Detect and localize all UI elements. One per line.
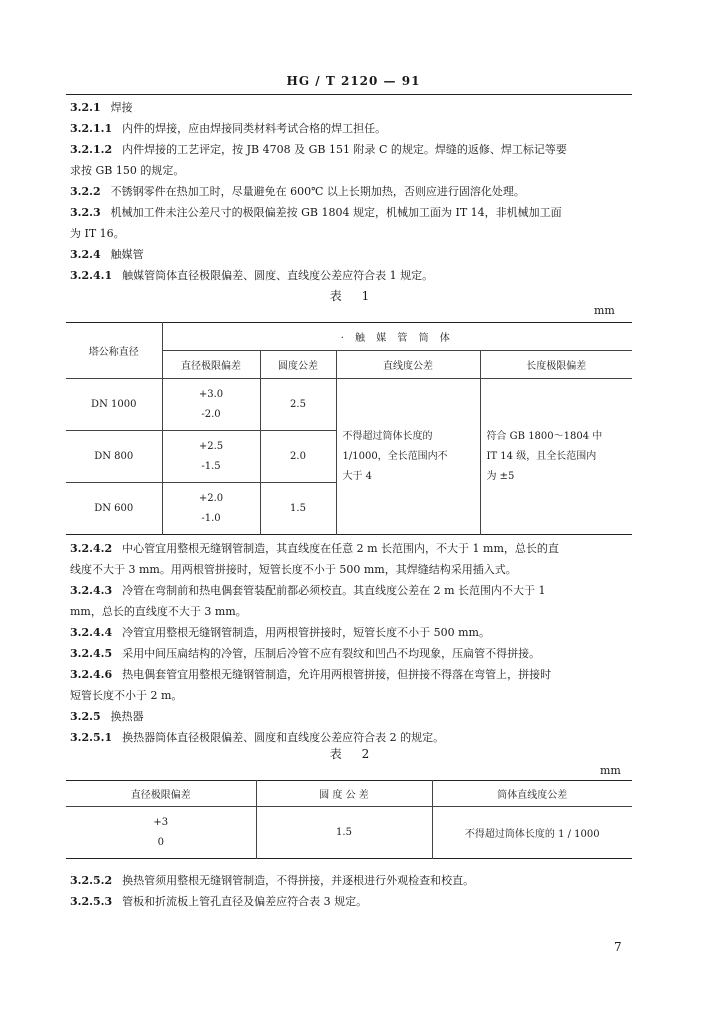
- para-line: 3.2.5.1 换热器筒体直径极限偏差、圆度和直线度公差应符合表 2 的规定。: [70, 731, 445, 744]
- length-line: 符合 GB 1800～1804 中: [486, 430, 603, 442]
- para-line: 3.2.4.4 冷管宜用整根无缝钢管制造，用两根管拼接时，短管长度不小于 500 mm。: [70, 626, 490, 639]
- table2-header: 直径极限偏差: [130, 790, 191, 801]
- table2-header: 圆 度 公 差: [256, 781, 432, 807]
- para-line: 为 IT 16。: [70, 227, 125, 240]
- deviation-lower: -1.5: [201, 460, 221, 472]
- page-number: 7: [614, 940, 622, 954]
- table1-subheader: 圆度公差: [260, 351, 336, 379]
- table1-cell-roundness: 2.5: [260, 379, 336, 431]
- table1-subheader: 直径极限偏差: [162, 351, 260, 379]
- section-mid: [70, 538, 632, 748]
- para-line: 求按 GB 150 的规定。: [70, 164, 185, 177]
- para-line: 3.2.1.1 内件的焊接，应由焊接同类材料考试合格的焊工担任。: [70, 122, 387, 135]
- table2-unit: mm: [600, 764, 621, 777]
- para-line: 3.2.5.2 换热管须用整根无缝钢管制造，不得拼接，并逐根进行外观检查和校直。: [70, 874, 475, 887]
- table1: [66, 322, 632, 535]
- table1-caption: 表 1: [329, 289, 378, 303]
- table1-cell-straightness: [336, 379, 480, 535]
- para-line: 短管长度不小于 2 m。: [70, 689, 183, 702]
- deviation-upper: +2.0: [198, 492, 224, 504]
- table1-unit: mm: [594, 304, 615, 317]
- table1-cell-deviation: [162, 431, 260, 483]
- para-line: 3.2.5.3 管板和折流板上管孔直径及偏差应符合表 3 规定。: [70, 895, 368, 908]
- table1-cell-dn: DN 800: [66, 431, 162, 483]
- document-header: HG / T 2120 — 91: [286, 74, 421, 88]
- section-top: [70, 97, 632, 286]
- para-line: 3.2.1.2 内件焊接的工艺评定，按 JB 4708 及 GB 151 附录 C 的规定。焊缝的返修、焊工标记等要: [70, 143, 567, 156]
- header-rule: [66, 94, 632, 95]
- para-line: 3.2.4.2 中心管宜用整根无缝钢管制造，其直线度在任意 2 m 长范围内，不大于 1 mm，总长的直: [70, 542, 559, 555]
- para-line: 3.2.4 触媒管: [70, 248, 144, 261]
- deviation-lower: -1.0: [201, 512, 221, 524]
- deviation-lower: 0: [157, 836, 164, 848]
- section-bottom: [70, 870, 632, 912]
- para-line: 线度不大于 3 mm。用两根管拼接时，短管长度不小于 500 mm，其焊缝结构采用插入式。: [70, 563, 517, 576]
- deviation-upper: +3: [153, 816, 169, 828]
- length-line: IT 14 级，且全长范围内: [486, 450, 597, 462]
- deviation-lower: -2.0: [201, 408, 221, 420]
- table2-header: 筒体直线度公差: [432, 781, 632, 807]
- table1-cell-dn: DN 600: [66, 483, 162, 535]
- para-line: 3.2.4.6 热电偶套管宜用整根无缝钢管制造，允许用两根管拼接，但拼接不得落在弯管上，拼接时: [70, 668, 552, 681]
- table1-cell-roundness: 2.0: [260, 431, 336, 483]
- table2-cell-deviation: [66, 807, 256, 859]
- table2-caption: 表 2: [329, 747, 378, 761]
- straightness-line: 大于 4: [342, 470, 373, 482]
- para-line: 3.2.2 不锈钢零件在热加工时，尽量避免在 600℃ 以上长期加热，否则应进行固溶化处理。: [70, 185, 525, 198]
- table1-cell-deviation: [162, 483, 260, 535]
- straightness-line: 1/1000，全长范围内不: [342, 450, 448, 462]
- table2: [66, 780, 632, 859]
- length-line: 为 ±5: [486, 470, 515, 482]
- para-line: 3.2.4.1 触媒管筒体直径极限偏差、圆度、直线度公差应符合表 1 规定。: [70, 269, 434, 282]
- table1-cell-roundness: 1.5: [260, 483, 336, 535]
- table1-subheader: 长度极限偏差: [480, 351, 632, 379]
- table1-col-group: · 触 媒 管 筒 体: [162, 323, 632, 351]
- para-line: 3.2.4.3 冷管在弯制前和热电偶套管装配前都必须校直。其直线度公差在 2 m 长范围内不大于 1: [70, 584, 546, 597]
- para-line: 3.2.1 焊接: [70, 101, 133, 114]
- table1-cell-dn: DN 1000: [66, 379, 162, 431]
- straightness-line: 不得超过筒体长度的: [342, 430, 433, 442]
- deviation-upper: +2.5: [198, 440, 224, 452]
- table1-cell-length: [480, 379, 632, 535]
- table1-cell-deviation: [162, 379, 260, 431]
- para-line: 3.2.5 换热器: [70, 710, 144, 723]
- para-line: mm，总长的直线度不大于 3 mm。: [70, 605, 247, 618]
- table1-col-main: 塔公称直径: [88, 347, 139, 358]
- table2-cell-straightness: 不得超过筒体长度的 1 / 1000: [432, 807, 632, 859]
- para-line: 3.2.3 机械加工件未注公差尺寸的极限偏差按 GB 1804 规定，机械加工面为 IT 14，非机械加工面: [70, 206, 562, 219]
- para-line: 3.2.4.5 采用中间压扁结构的冷管，压制后冷管不应有裂纹和凹凸不均现象，压扁管不得拼接。: [70, 647, 541, 660]
- table1-subheader: 直线度公差: [336, 351, 480, 379]
- table2-cell-roundness: 1.5: [256, 807, 432, 859]
- deviation-upper: +3.0: [198, 388, 224, 400]
